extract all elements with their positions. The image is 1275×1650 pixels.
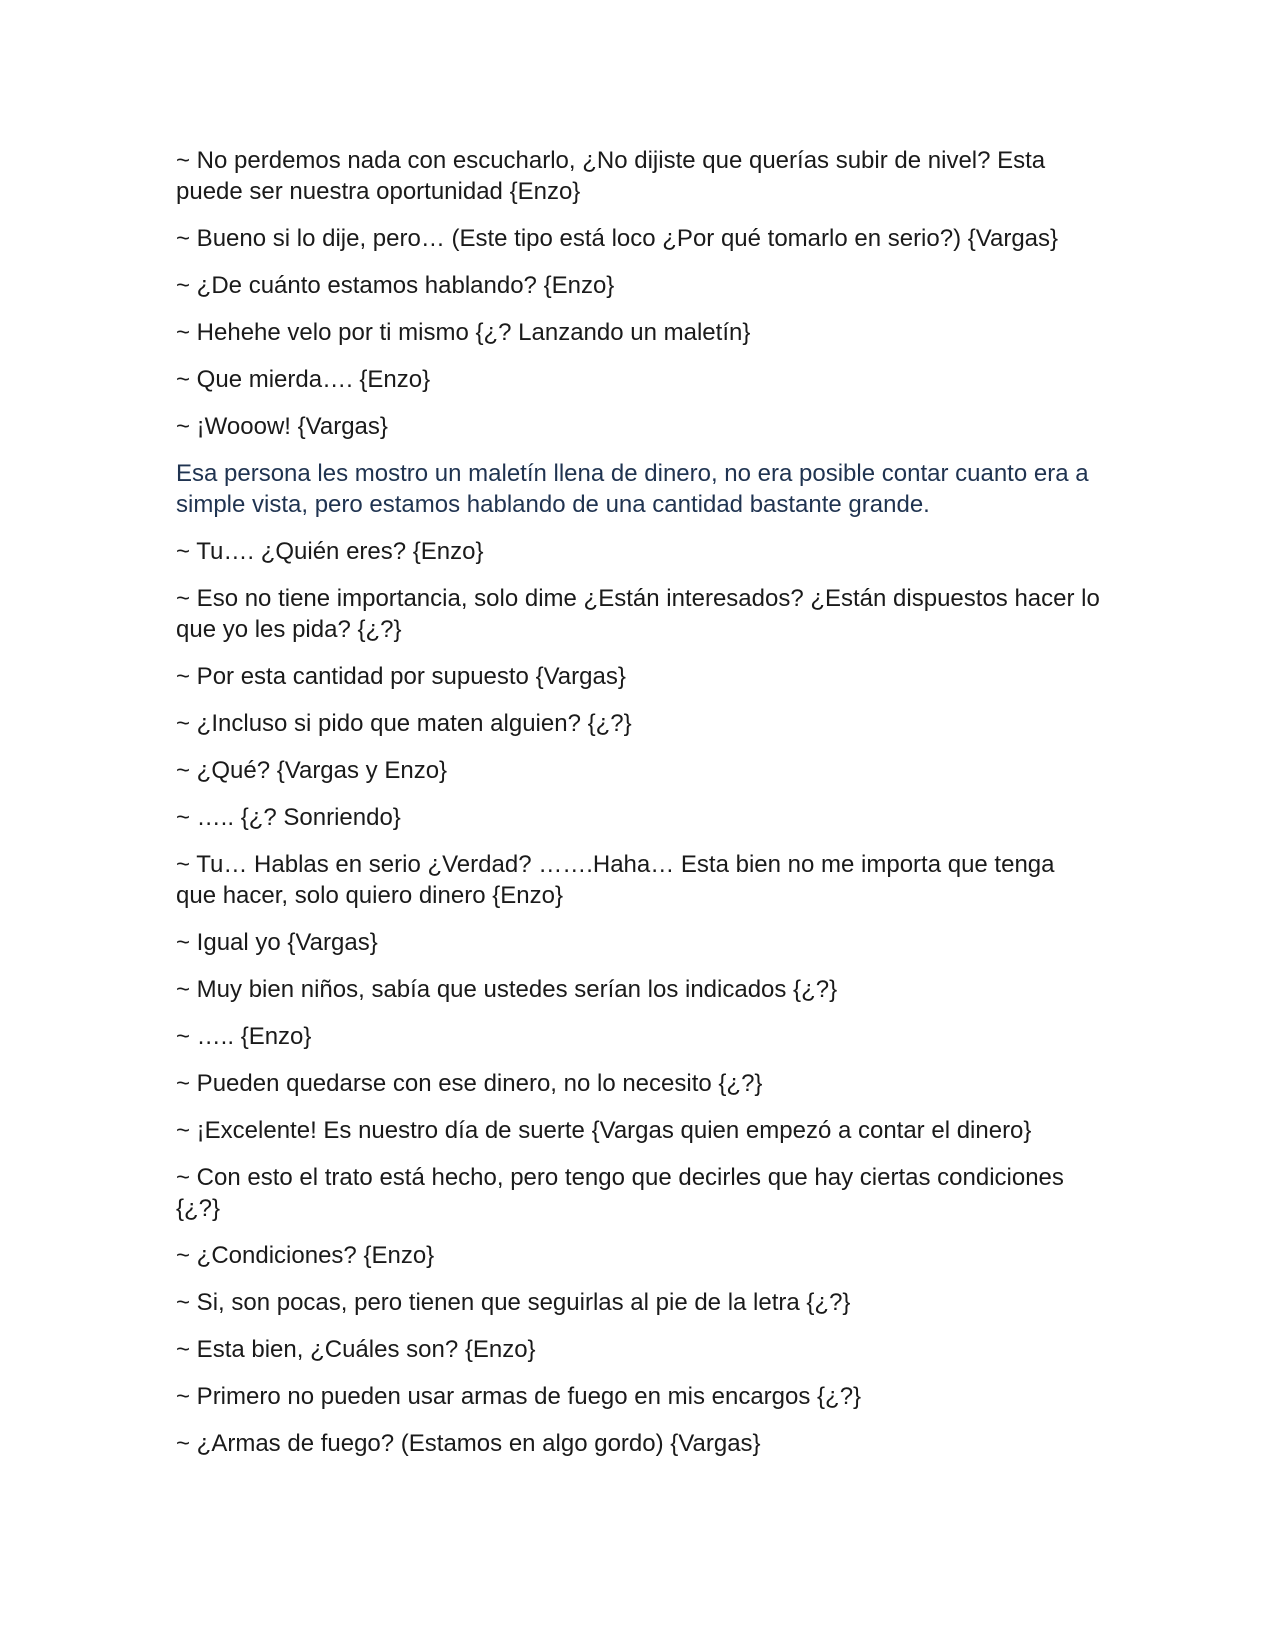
dialogue-line: ~ ¡Excelente! Es nuestro día de suerte {Vargas quien empezó a contar el dinero} xyxy=(176,1117,1032,1144)
narration-paragraph: Esa persona les mostro un maletín llena de dinero, no era posible contar cuanto era a simple vista, pero estamos hablando de una cantidad bastante grande. xyxy=(176,460,1089,518)
dialogue-line: ~ Tu…. ¿Quién eres? {Enzo} xyxy=(176,538,484,565)
dialogue-line: ~ ¡Wooow! {Vargas} xyxy=(176,413,388,440)
dialogue-line: ~ Con esto el trato está hecho, pero tengo que decirles que hay ciertas condiciones {¿?} xyxy=(176,1164,1064,1222)
dialogue-line: ~ Muy bien niños, sabía que ustedes serían los indicados {¿?} xyxy=(176,976,838,1003)
dialogue-line: ~ Bueno si lo dije, pero… (Este tipo está loco ¿Por qué tomarlo en serio?) {Vargas} xyxy=(176,225,1059,252)
dialogue-line: ~ Que mierda…. {Enzo} xyxy=(176,366,431,393)
dialogue-line: ~ Tu… Hablas en serio ¿Verdad? …….Haha… Esta bien no me importa que tenga que hacer, solo quiero dinero {Enzo} xyxy=(176,851,1055,909)
dialogue-line: ~ ¿Condiciones? {Enzo} xyxy=(176,1242,435,1269)
dialogue-line: ~ Eso no tiene importancia, solo dime ¿Están interesados? ¿Están dispuestos hacer lo que yo les pida? {¿?} xyxy=(176,585,1100,643)
dialogue-line: ~ ¿De cuánto estamos hablando? {Enzo} xyxy=(176,272,615,299)
dialogue-line: ~ Hehehe velo por ti mismo {¿? Lanzando un maletín} xyxy=(176,319,751,346)
document-body xyxy=(176,145,1101,1475)
dialogue-line: ~ Pueden quedarse con ese dinero, no lo necesito {¿?} xyxy=(176,1070,763,1097)
dialogue-line: ~ ….. {¿? Sonriendo} xyxy=(176,804,401,831)
dialogue-line: ~ Por esta cantidad por supuesto {Vargas} xyxy=(176,663,626,690)
dialogue-line: ~ Si, son pocas, pero tienen que seguirlas al pie de la letra {¿?} xyxy=(176,1289,851,1316)
dialogue-line: ~ Primero no pueden usar armas de fuego en mis encargos {¿?} xyxy=(176,1383,862,1410)
dialogue-line: ~ No perdemos nada con escucharlo, ¿No dijiste que querías subir de nivel? Esta puede ser nuestra oportunidad {Enzo} xyxy=(176,147,1046,205)
dialogue-line: ~ ¿Armas de fuego? (Estamos en algo gordo) {Vargas} xyxy=(176,1430,761,1457)
dialogue-line: ~ ¿Qué? {Vargas y Enzo} xyxy=(176,757,448,784)
dialogue-line: ~ Igual yo {Vargas} xyxy=(176,929,378,956)
dialogue-line: ~ ¿Incluso si pido que maten alguien? {¿?} xyxy=(176,710,632,737)
dialogue-line: ~ Esta bien, ¿Cuáles son? {Enzo} xyxy=(176,1336,536,1363)
dialogue-line: ~ ….. {Enzo} xyxy=(176,1023,312,1050)
